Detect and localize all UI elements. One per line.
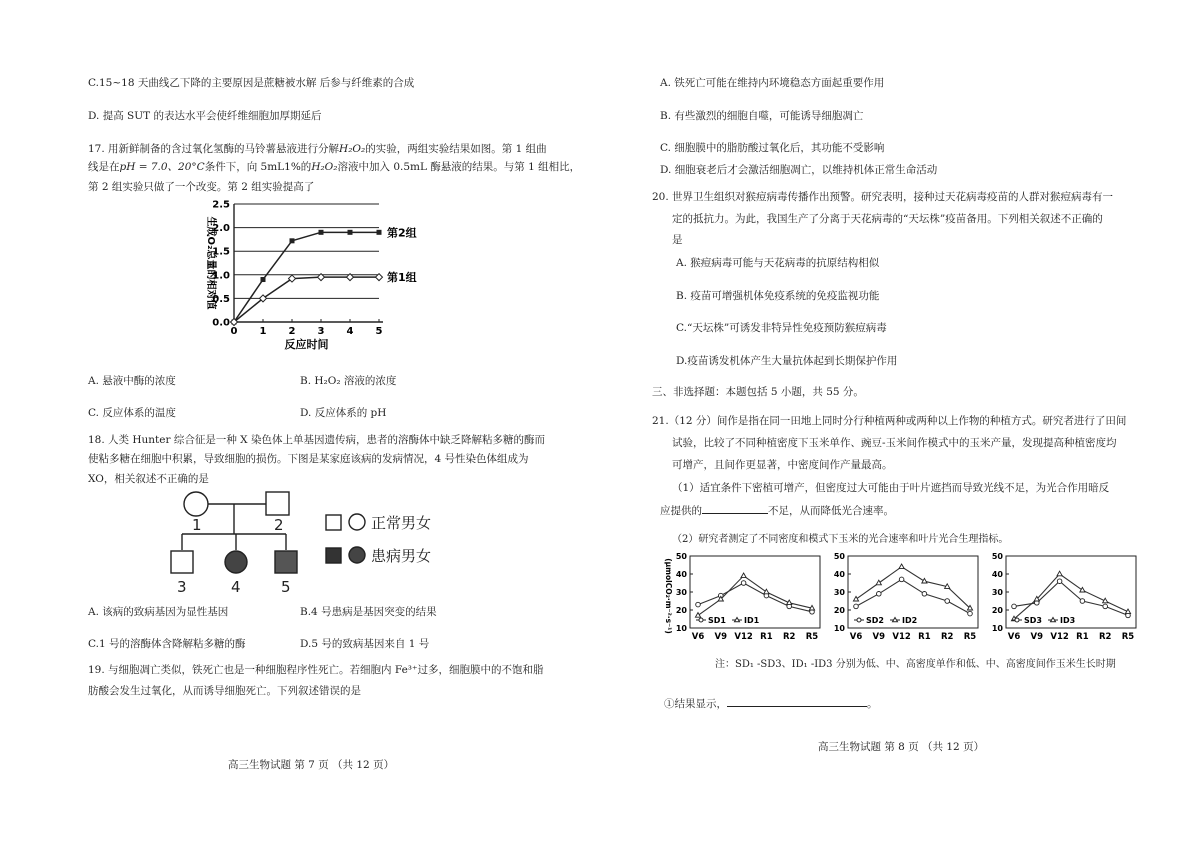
y-tick-label: 50 (675, 552, 687, 561)
data-point-id2 (899, 564, 904, 569)
series-label: 第2组 (387, 226, 417, 240)
y-tick-label: 20 (675, 606, 687, 615)
x-tick-label: V6 (1007, 632, 1021, 642)
q21-photosynthesis-charts (656, 550, 1135, 650)
x-tick-label: V9 (714, 632, 728, 642)
y-tick-label: 2.5 (212, 199, 230, 211)
x-tick-label: R5 (805, 632, 819, 642)
x-tick-label: 1 (259, 326, 267, 337)
q19-stem-line1: 19. 与细胞凋亡类似，铁死亡也是一种细胞程序性死亡。若细胞内 Fe³⁺过多，细胞膜中的不饱和脂 (88, 664, 544, 676)
legend-label: ID2 (902, 616, 918, 625)
answer-blank-1[interactable] (702, 513, 768, 514)
q21-part1-line1: （1）适宜条件下密植可增产，但密度过大可能由于叶片遮挡而导致光线不足，为光合作用暗反 (672, 482, 1110, 494)
q18-option-d: D.5 号的致病基因来自 1 号 (300, 638, 430, 650)
q19-option-c: C. 细胞膜中的脂肪酸过氧化后，其功能不受影响 (660, 142, 885, 154)
data-point-id2 (876, 580, 881, 585)
x-tick-label: 4 (346, 326, 354, 337)
q16-option-c: C.15~18 天曲线乙下降的主要原因是蔗糖被水解 后参与纤维素的合成 (88, 77, 415, 89)
x-tick-label: V9 (872, 632, 886, 642)
q17-option-b: B. H₂O₂ 溶液的浓度 (300, 375, 397, 387)
data-point-id1 (695, 613, 700, 618)
data-point-id3 (1057, 571, 1062, 576)
legend-label: SD1 (708, 616, 726, 625)
x-tick-label: R5 (963, 632, 977, 642)
y-axis-label: 生成O₂总量的相对值 (205, 216, 216, 310)
pedigree-label-1: 1 (192, 516, 202, 534)
q17-option-c: C. 反应体系的温度 (88, 407, 176, 419)
y-tick-label: 10 (675, 624, 687, 633)
data-point-sd1 (741, 581, 746, 586)
legend-label: SD3 (1024, 616, 1042, 625)
q18-option-a: A. 该病的致病基因为显性基因 (88, 606, 229, 618)
data-point-sd1 (696, 602, 701, 607)
legend-marker (1015, 618, 1019, 622)
series-line-id1 (698, 576, 812, 616)
q20-stem-line1: 20. 世界卫生组织对猴痘病毒传播作出预警。研究表明，接种过天花病毒疫苗的人群对猴痘病毒有一 (652, 191, 1114, 203)
q17-stem-line2: 线是在pH = 7.0、20°C条件下，向 5mL1%的H₂O₂溶液中加入 0.5mL 酶悬液的结果。与第 1 组相比， (88, 161, 581, 173)
q19-option-b: B. 有些激烈的细胞自噬，可能诱导细胞凋亡 (660, 110, 864, 122)
x-tick-label: R1 (918, 632, 931, 642)
pedigree-individual-3 (171, 551, 193, 573)
q17-stem-line1: 17. 用新鲜制备的含过氧化氢酶的马铃薯悬液进行分解H₂O₂的实验，两组实验结果如图。第 1 组曲 (88, 143, 547, 155)
x-tick-label: R2 (1098, 632, 1112, 642)
pedigree-label-5: 5 (281, 578, 291, 596)
data-point-id2 (853, 596, 858, 601)
series-line-group1 (234, 277, 379, 322)
y-tick-label: 50 (833, 552, 845, 561)
legend-normal-female-symbol (349, 514, 365, 530)
x-tick-label: R2 (782, 632, 796, 642)
pedigree-individual-5 (275, 551, 297, 573)
legend-label: ID1 (744, 616, 760, 625)
x-tick-label: V6 (849, 632, 863, 642)
q20-option-c: C.“天坛株”可诱发非特异性免疫预防猴痘病毒 (676, 322, 887, 334)
q16-option-d: D. 提高 SUT 的表达水平会使纤维细胞加厚期延后 (88, 110, 322, 122)
x-tick-label: R1 (760, 632, 773, 642)
q17-option-d: D. 反应体系的 pH (300, 407, 387, 419)
y-tick-label: 0.5 (212, 293, 230, 305)
x-tick-label: 3 (317, 326, 325, 337)
legend-label: ID3 (1060, 616, 1076, 625)
x-tick-label: 0 (230, 326, 238, 337)
y-tick-label: 40 (675, 570, 687, 579)
q17-option-a: A. 悬液中酶的浓度 (88, 375, 176, 387)
q21-note: 注：SD₁ -SD3、ID₁ -ID3 分别为低、中、高密度单作和低、中、高密度间作玉米生长时期 (715, 659, 1116, 670)
data-point-sd2 (877, 592, 882, 597)
data-point-id1 (764, 589, 769, 594)
series-line-id3 (1014, 574, 1128, 619)
x-tick-label: V12 (734, 632, 753, 642)
series-label: 第1组 (387, 271, 417, 285)
series-line-id2 (856, 567, 970, 608)
q20-option-b: B. 疫苗可增强机体免疫系统的免疫监视功能 (676, 290, 880, 302)
q18-stem-line3: XO，相关叙述不正确的是 (88, 473, 209, 485)
data-point-sd2 (945, 599, 950, 604)
pedigree-label-4: 4 (231, 578, 241, 596)
q17-stem-line3: 第 2 组实验只做了一个改变。第 2 组实验提高了 (88, 181, 315, 193)
legend-marker (1051, 618, 1056, 622)
data-point-id3 (1080, 587, 1085, 592)
x-tick-label: V12 (1050, 632, 1069, 642)
x-tick-label: 5 (375, 326, 383, 337)
legend-marker (893, 618, 898, 622)
y-tick-label: 0.0 (212, 317, 230, 329)
legend-label: SD2 (866, 616, 884, 625)
y-tick-label: 40 (991, 570, 1003, 579)
y-tick-label: 20 (991, 606, 1003, 615)
data-point-sd2 (922, 592, 927, 597)
series-line-sd2 (856, 579, 970, 613)
data-point-sd3 (1057, 579, 1062, 584)
pedigree-individual-4 (225, 551, 247, 573)
data-point-id1 (741, 573, 746, 578)
data-point-sd3 (1012, 604, 1017, 609)
x-tick-label: V9 (1030, 632, 1044, 642)
section-3-heading: 三、非选择题：本题包括 5 小题，共 55 分。 (652, 386, 864, 398)
x-tick-label: V12 (892, 632, 911, 642)
legend-affected-male-symbol (326, 548, 341, 563)
answer-blank-2[interactable] (727, 706, 867, 707)
q18-stem-line1: 18. 人类 Hunter 综合征是一种 X 染色体上单基因遗传病，患者的溶酶体中缺乏降解粘多糖的酶而 (88, 434, 545, 446)
q21-part2: （2）研究者测定了不同密度和模式下玉米的光合速率和叶片光合生理指标。 (672, 534, 1009, 545)
y-tick-label: 30 (991, 588, 1003, 597)
q21-result-line: ①结果显示， 。 (664, 698, 878, 710)
q19-option-a: A. 铁死亡可能在维持内环境稳态方面起重要作用 (660, 77, 885, 89)
left-page (88, 0, 608, 848)
right-footer: 高三生物试题 第 8 页 （共 12 页） (818, 741, 985, 753)
q20-stem-line2: 定的抵抗力。为此，我国生产了分离于天花病毒的“天坛株”疫苗备用。下列相关叙述不正确的 (672, 213, 1103, 225)
y-tick-label: 10 (991, 624, 1003, 633)
y-tick-label: 50 (991, 552, 1003, 561)
x-tick-label: V6 (691, 632, 705, 642)
x-tick-label: R1 (1076, 632, 1089, 642)
q20-option-d: D.疫苗诱发机体产生大量抗体起到长期保护作用 (676, 355, 898, 367)
y-tick-label: 30 (675, 588, 687, 597)
y-tick-label: 1.0 (212, 270, 230, 282)
q20-option-a: A. 猴痘病毒可能与天花病毒的抗原结构相似 (676, 257, 880, 269)
legend-normal-label: 正常男女 (371, 514, 432, 532)
legend-marker (857, 618, 861, 622)
series-line-sd1 (698, 583, 812, 612)
legend-affected-female-symbol (349, 547, 365, 563)
data-point-group2 (261, 277, 266, 282)
y-tick-label: 20 (833, 606, 845, 615)
data-point-sd3 (1080, 599, 1085, 604)
q21-stem-line3: 可增产，且间作更显著，中密度间作产量最高。 (672, 459, 893, 471)
q18-option-c: C.1 号的溶酶体含降解粘多糖的酶 (88, 638, 246, 650)
q21-stem-line2: 试验，比较了不同种植密度下玉米单作、豌豆-玉米间作模式中的玉米产量，发现提高种植密度均 (672, 437, 1117, 449)
y-tick-label: 10 (833, 624, 845, 633)
q19-stem-line2: 肪酸会发生过氧化，从而诱导细胞死亡。下列叙述错误的是 (88, 685, 361, 697)
data-point-group2 (377, 230, 382, 235)
legend-normal-male-symbol (326, 515, 341, 530)
data-point-group2 (319, 230, 324, 235)
data-point-sd2 (968, 611, 973, 616)
q18-stem-line2: 使粘多糖在细胞中积累，导致细胞的损伤。下图是某家庭该病的发病情况，4 号性染色体组成为 (88, 453, 529, 465)
y-tick-label: 2.0 (212, 223, 230, 235)
data-point-sd2 (854, 604, 859, 609)
x-tick-label: 2 (288, 326, 296, 337)
data-point-group2 (348, 230, 353, 235)
q20-stem-line3: 是 (672, 234, 683, 246)
data-point-group2 (290, 238, 295, 243)
x-tick-label: R5 (1121, 632, 1135, 642)
q21-stem-line1: 21.（12 分）间作是指在同一田地上同时分行种植两种或两种以上作物的种植方式。研究者进行了田间 (652, 415, 1127, 427)
legend-marker (735, 618, 740, 622)
data-point-sd3 (1103, 604, 1108, 609)
y-axis-unit-label: (μmolCO₂·m⁻²·s⁻¹) (664, 558, 673, 634)
q18-option-b: B.4 号患病是基因突变的结果 (300, 606, 437, 618)
right-page (652, 0, 1160, 848)
pedigree-label-2: 2 (274, 516, 284, 534)
legend-marker (699, 618, 703, 622)
y-tick-label: 1.5 (212, 246, 230, 258)
legend-affected-label: 患病男女 (371, 547, 432, 565)
q21-part1-line2: 应提供的 不足，从而降低光合速率。 (660, 505, 894, 517)
pedigree-individual-2 (266, 492, 289, 515)
y-tick-label: 40 (833, 570, 845, 579)
pedigree-label-3: 3 (177, 578, 187, 596)
series-line-sd3 (1014, 581, 1128, 615)
x-tick-label: R2 (940, 632, 954, 642)
q17-enzyme-chart (190, 196, 430, 356)
left-footer: 高三生物试题 第 7 页 （共 12 页） (228, 759, 395, 771)
q19-option-d: D. 细胞衰老后才会激活细胞凋亡，以维持机体正常生命活动 (660, 164, 938, 176)
y-tick-label: 30 (833, 588, 845, 597)
data-point-sd2 (899, 577, 904, 582)
x-axis-label: 反应时间 (284, 338, 329, 351)
q18-pedigree-diagram (168, 486, 458, 596)
pedigree-individual-1 (184, 492, 208, 516)
